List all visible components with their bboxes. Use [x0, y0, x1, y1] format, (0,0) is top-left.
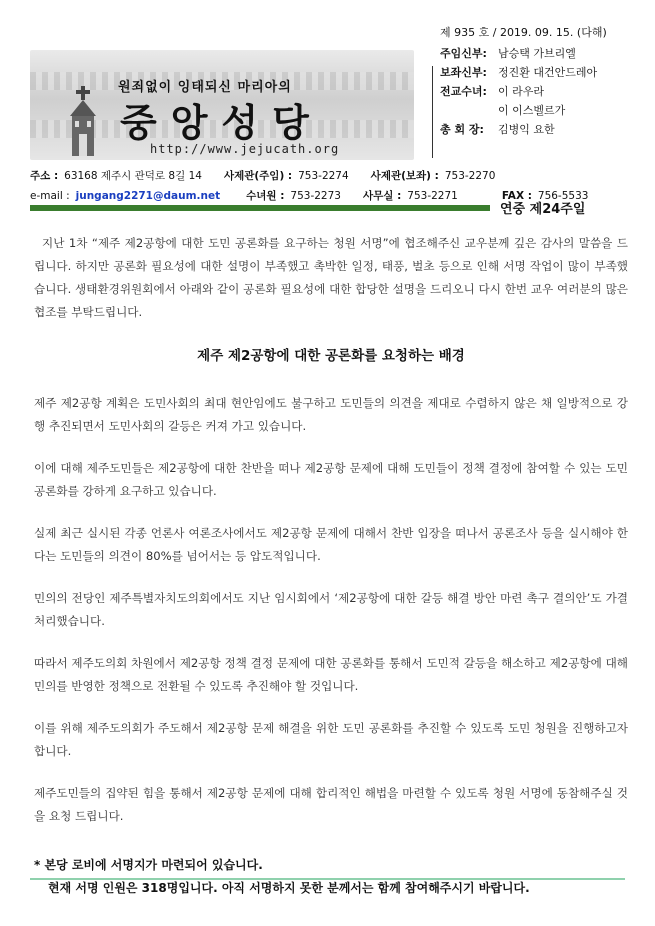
address-label: 주소 :	[30, 170, 59, 182]
office-phone: 753-2271	[407, 190, 458, 202]
staff-row	[440, 120, 640, 139]
body-paragraph: 이에 대해 제주도민들은 제2공항에 대한 찬반을 떠나 제2공항 문제에 대해 도민들이 정책 결정에 참여할 수 있는 도민 공론화를 강하게 요구하고 있습니다.	[34, 461, 628, 498]
intro-paragraph: 지난 1차 “제주 제2공항에 대한 도민 공론화를 요구하는 청원 서명”에 협조해주신 교우분께 깊은 감사의 말씀을 드립니다. 하지만 공론화 필요성에 대한 설명이 부족했고 촉박한 일정, 태풍, 벌초 등으로 인해 서명 작업이 많이 부족했습니다. 생태환경위원회에서 아래와 같이 공론화 필요성에 대한 합당한 설명을 드리오니 다시 한번 교우 여러분의 많은 협조를 부탁드립니다.	[34, 236, 628, 319]
convent-phone: 753-2273	[290, 190, 341, 202]
footer-rule	[30, 878, 625, 880]
staff-label	[440, 101, 498, 120]
body-paragraph: 실제 최근 실시된 각종 언론사 여론조사에서도 제2공항 문제에 대해서 찬반 입장을 떠나서 공론조사 등을 실시해야 한다는 도민들의 의견이 80%를 넘어서는 등 압도적입니다.	[34, 526, 628, 563]
office-label: 사무실 :	[362, 190, 402, 202]
staff-name: 이 라우라	[498, 85, 545, 98]
email-label: e-mail :	[30, 190, 70, 202]
staff-name: 남승택 가브리엘	[498, 47, 576, 60]
liturgical-week: 연중 제24주일	[500, 202, 586, 217]
staff-list	[440, 44, 640, 139]
staff-row	[440, 63, 640, 82]
email-link[interactable]: jungang2271@daum.net	[75, 190, 221, 202]
header-green-rule	[30, 205, 490, 211]
body-paragraph: 이를 위해 제주도의회가 주도해서 제2공항 문제 해결을 위한 도민 공론화를 추진할 수 있도록 도민 청원을 진행하고자 합니다.	[34, 721, 628, 758]
issue-number: 제 935 호 / 2019. 09. 15. (다해)	[440, 26, 607, 39]
body-paragraph: 제주도민들의 집약된 힘을 통해서 제2공항 문제에 대해 합리적인 해법을 마련할 수 있도록 청원 서명에 동참해주실 것을 요청 드립니다.	[34, 786, 628, 823]
church-slogan: 원죄없이 잉태되신 마리아의	[118, 80, 292, 95]
body-paragraph: 제주 제2공항 계획은 도민사회의 최대 현안임에도 불구하고 도민들의 의견을 제대로 수렴하지 않은 채 일방적으로 강행 추진되면서 도민사회의 갈등은 커져 가고 있습니다.	[34, 396, 628, 433]
staff-label: 총 회 장:	[440, 123, 484, 136]
notice-signature-count: 현재 서명 인원은 318명입니다. 아직 서명하지 못한 분께서는 함께 참여해주시기 바랍니다.	[48, 881, 530, 895]
address-value: 63168 제주시 관덕로 8길 14	[64, 170, 202, 182]
header-divider	[432, 66, 433, 158]
rectory-assistant-label: 사제관(보좌) :	[370, 170, 439, 182]
staff-label: 보좌신부:	[440, 66, 487, 79]
bulletin-content	[34, 232, 628, 895]
church-title: 중앙성당	[120, 101, 323, 145]
church-icon	[64, 86, 102, 158]
contact-row-address	[30, 168, 630, 188]
staff-name: 이 이스벨르가	[498, 104, 566, 117]
rectory-main-label: 사제관(주임) :	[223, 170, 293, 182]
staff-label: 주임신부:	[440, 47, 487, 60]
notice-signature-location: * 본당 로비에 서명지가 마련되어 있습니다.	[34, 858, 263, 872]
staff-label: 전교수녀:	[440, 85, 487, 98]
fax-label: FAX :	[501, 190, 532, 202]
church-website-link[interactable]: http://www.jejucath.org	[150, 142, 340, 156]
staff-row	[440, 44, 640, 63]
fax-number: 756-5533	[537, 190, 589, 202]
rectory-assistant-phone: 753-2270	[444, 170, 496, 182]
staff-row	[440, 82, 640, 101]
staff-name: 정진환 대건안드레아	[498, 66, 598, 79]
convent-label: 수녀원 :	[246, 190, 285, 202]
body-paragraph: 따라서 제주도의회 차원에서 제2공항 정책 결정 문제에 대한 공론화를 통해서 도민적 갈등을 해소하고 제2공항에 대해 민의를 반영한 정책으로 전환될 수 있도록 추진해야 할 것입니다.	[34, 656, 628, 693]
body-paragraph: 민의의 전당인 제주특별자치도의회에서도 지난 임시회에서 ‘제2공항에 대한 갈등 해결 방안 마련 촉구 결의안’도 가결 처리했습니다.	[34, 591, 628, 628]
staff-row	[440, 101, 640, 120]
staff-name: 김병익 요한	[498, 123, 555, 136]
rectory-main-phone: 753-2274	[298, 170, 349, 182]
section-title: 제주 제2공항에 대한 공론화를 요청하는 배경	[197, 348, 465, 364]
